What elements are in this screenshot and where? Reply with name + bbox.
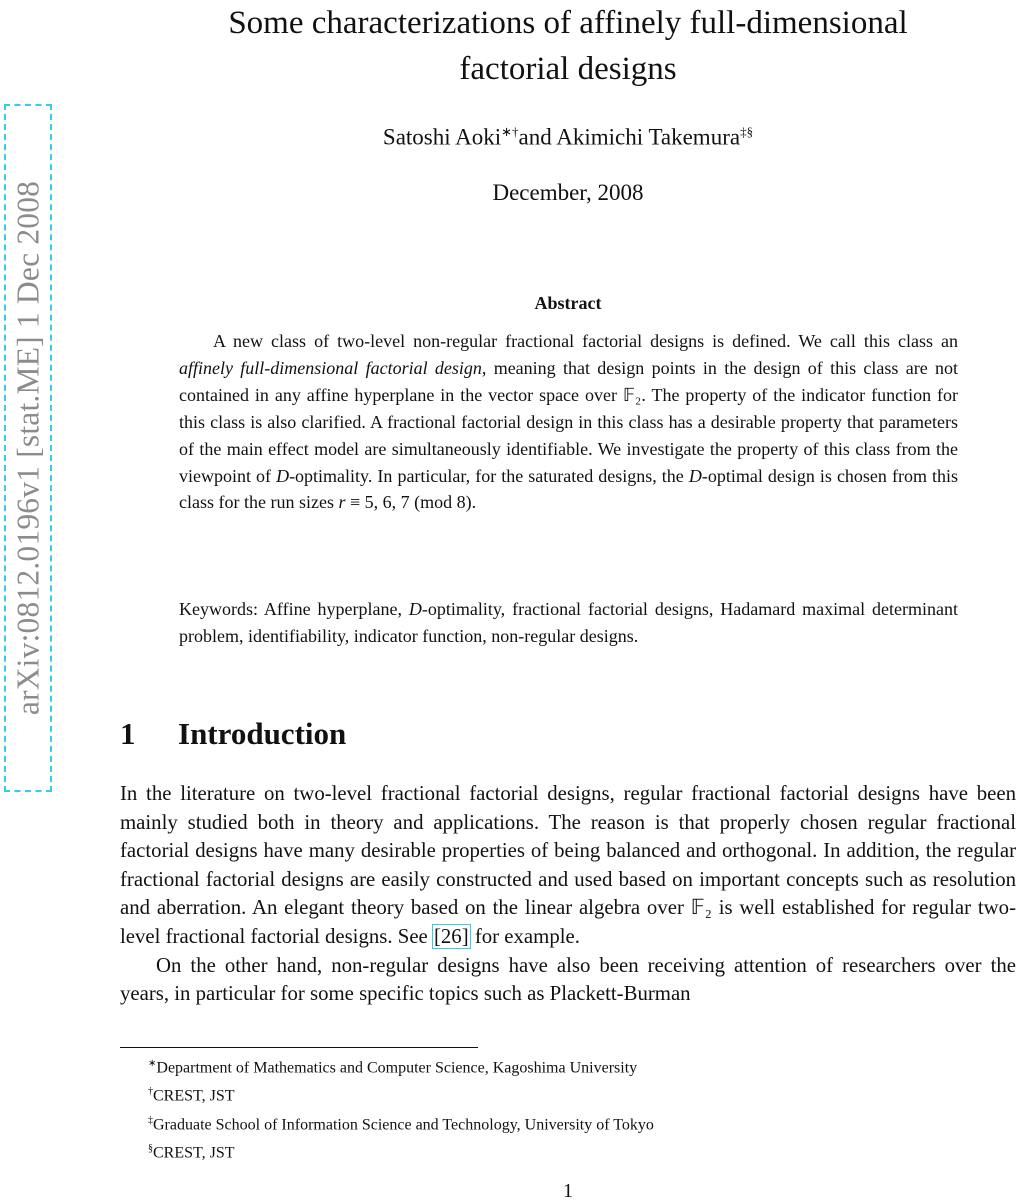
abstract-body — [179, 328, 958, 516]
author-2-marks: ‡§ — [740, 124, 754, 139]
footnote-text: Graduate School of Information Science and Technology, University of Tokyo — [153, 1115, 654, 1133]
footnote — [148, 1137, 654, 1165]
math-d: D — [688, 465, 702, 486]
abstract-text: -optimality. In particular, for the saturated designs, the — [289, 465, 689, 486]
title-line-2: factorial designs — [459, 51, 677, 87]
footnote — [148, 1109, 654, 1137]
abstract-text: -optimal design is chosen from this class for the run sizes — [179, 465, 958, 513]
title-line-1: Some characterizations of affinely full-dimensional — [228, 5, 908, 41]
paragraph-text: for example. — [469, 924, 580, 948]
keywords — [179, 596, 958, 650]
abstract-heading: Abstract — [534, 293, 602, 313]
math-field-f2: 𝔽₂ — [622, 384, 642, 405]
author-1-marks: ∗† — [501, 124, 519, 139]
footnote-mark: † — [148, 1086, 153, 1098]
paper-date: December, 2008 — [492, 180, 644, 205]
abstract-emphasis: affinely full-dimensional factorial design — [179, 357, 482, 378]
footnote — [148, 1052, 654, 1080]
author-1: Satoshi Aoki — [382, 124, 502, 150]
footnote-text: CREST, JST — [153, 1087, 235, 1105]
arxiv-side-stamp — [4, 104, 52, 792]
footnote-mark: ‡ — [148, 1114, 153, 1126]
footnote — [148, 1080, 654, 1108]
abstract-text: ≡ 5, 6, 7 (mod 8). — [345, 492, 477, 513]
math-d: D — [276, 465, 290, 486]
footnote-mark: ∗ — [148, 1058, 157, 1069]
math-r: r — [338, 492, 346, 513]
footnote-text: Department of Mathematics and Computer Science, Kagoshima University — [156, 1059, 638, 1077]
footnotes — [148, 1052, 654, 1165]
abstract-text: A new class of two-level non-regular fractional factorial designs is defined. We call this class an — [213, 331, 958, 351]
abstract-text: . The property of the indicator function for this class is also clarified. A fractional factorial design in this class has a desirable property that parameters of the main effect model are simultaneously identifiable. We investigate the property of this class from the viewpoint of — [179, 384, 958, 486]
section-title: Introduction — [178, 716, 347, 751]
footnote-text: CREST, JST — [153, 1144, 235, 1162]
citation-link[interactable]: [26] — [433, 924, 469, 948]
section-number: 1 — [120, 716, 136, 751]
section-heading-introduction — [120, 716, 346, 752]
introduction-body — [120, 780, 1016, 1009]
keywords-text: Keywords: Affine hyperplane, — [179, 599, 409, 619]
author-line — [120, 124, 1016, 151]
keywords-text: -optimality, fractional factorial designs, Hadamard maximal determinant problem, identifiability, indicator function, non-regular designs. — [179, 599, 958, 646]
math-field-f2: 𝔽₂ — [690, 896, 712, 920]
paragraph: On the other hand, non-regular designs have also been receiving attention of researchers over the years, in particular for some specific topics such as Plackett-Burman — [120, 953, 1016, 1006]
paragraph-text: is well established for regular two-level fractional factorial designs. See — [120, 896, 1016, 948]
abstract-text: , meaning that design points in the design of this class are not contained in any affine hyperplane in the vector space over — [179, 357, 958, 405]
author-2: Akimichi Takemura — [556, 124, 741, 150]
paper-title — [120, 0, 1016, 92]
arxiv-id-text[interactable]: arXiv:0812.0196v1 [stat.ME] 1 Dec 2008 — [10, 180, 46, 716]
paragraph — [120, 780, 1016, 952]
footnote-mark: § — [148, 1142, 153, 1154]
footnote-rule — [120, 1047, 478, 1048]
page-number: 1 — [563, 1180, 573, 1202]
author-connector: and — [518, 124, 557, 150]
math-d: D — [408, 599, 422, 619]
paragraph-text: In the literature on two-level fractional factorial designs, regular fractional factorial designs have been mainly studied both in theory and applications. The reason is that properly chosen regular fractional factorial designs have many desirable properties of being balanced and orthogonal. In addition, the regular fractional factorial designs are easily constructed and used based on important concepts such as resolution and aberration. An elegant theory based on the linear algebra over — [120, 782, 1016, 920]
